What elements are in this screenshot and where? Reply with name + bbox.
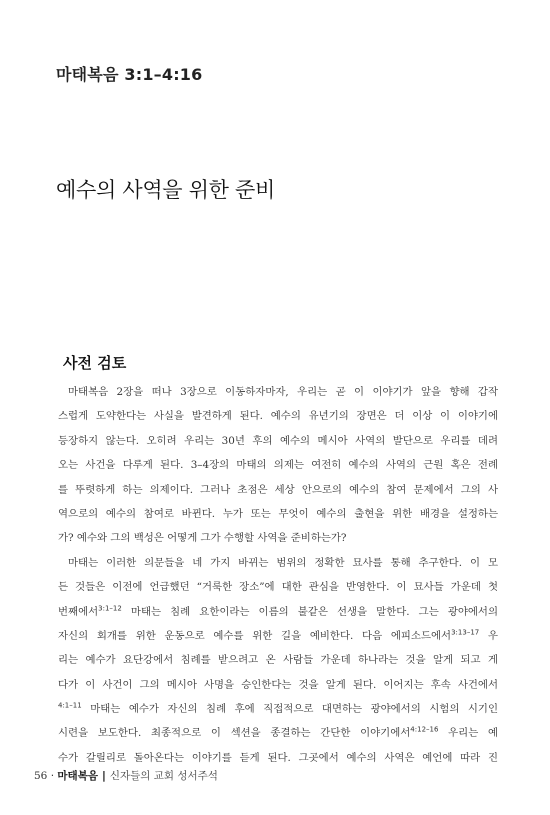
verse-reference: 3:1–12 — [98, 604, 122, 613]
chapter-title: 예수의 사역을 위한 준비 — [56, 178, 275, 202]
text-line: 역으로의 예수의 참여로 바뀐다. 누가 또는 무엇이 예수의 출현을 위한 배경을 설정하는 — [58, 507, 498, 520]
text-line: 번째에서$^{3:1-12}$ 마태는 침례 요한이라는 이름의 불같은 선생을 말한다. 그는 광야에서의 — [58, 604, 498, 618]
footer-dot: · — [50, 770, 55, 782]
footer-series-name: 신자들의 교회 성서주석 — [109, 770, 218, 782]
verse-reference: 3:13–17 — [451, 628, 480, 637]
text-line: 자신의 회개를 위한 운동으로 예수를 위한 길을 예비한다. 다음 에피소드에서$^{3:13-17}$ 우 — [58, 628, 498, 642]
text-line: 등장하지 않는다. 오히려 우리는 30년 후의 예수의 메시아 사역의 발단으로 우리를 데려 — [58, 434, 498, 447]
verse-reference: 4:12–16 — [410, 726, 439, 734]
text-line: 든 것들은 이전에 언급했던 “거룩한 장소”에 대한 관심을 반영한다. 이 묘사들 가운데 첫 — [58, 581, 498, 594]
text-line: 마태복음 2장을 떠나 3장으로 이동하자마자, 우리는 곧 이 이야기가 앞을 향해 갑작 — [68, 386, 498, 398]
page-footer — [34, 768, 218, 783]
footer-book-name: 마태복음 — [57, 770, 98, 782]
page-number: 56 — [34, 770, 48, 782]
text-line: 리는 예수가 요단강에서 침례를 받으려고 온 사람들 가운데 하나라는 것을 알게 되고 게 — [58, 654, 498, 667]
verse-reference: 4:1–11 — [58, 701, 82, 710]
section-heading: 사전 검토 — [63, 354, 127, 372]
text-line: 다가 이 사건이 그의 메시아 사명을 승인한다는 것을 알게 된다. 이어지는 후속 사건에서 — [58, 678, 498, 691]
text-line: 가? 예수와 그의 백성은 어떻게 그가 수행할 사역을 준비하는가? — [58, 532, 347, 545]
text-line: 오는 사건을 다루게 된다. 3–4장의 마태의 의제는 여전히 예수의 사역의 근원 혹은 전례 — [58, 459, 498, 472]
text-line: 를 뚜렷하게 하는 의제이다. 그러나 초점은 세상 안으로의 예수의 참여 문제에서 그의 사 — [58, 483, 498, 496]
body-text — [58, 380, 498, 770]
footer-separator: | — [101, 770, 106, 782]
text-line: 스럽게 도약한다는 사실을 발견하게 된다. 예수의 유년기의 장면은 더 이상 이 이야기에 — [58, 410, 498, 423]
passage-header: 마태복음 3:1–4:16 — [56, 65, 203, 84]
text-line: 수가 갈릴리로 돌아온다는 이야기를 듣게 된다. 그곳에서 예수의 사역은 예언에 따라 진 — [58, 751, 498, 764]
text-line: 시련을 보도한다. 최종적으로 이 섹션을 종결하는 간단한 이야기에서$^{4:12-16}$ 우리는 예 — [58, 726, 498, 740]
text-line: $^{4:1-11}$ 마태는 예수가 자신의 침례 후에 직접적으로 대면하는 광야에서의 시험의 시기인 — [58, 701, 498, 716]
text-line: 마태는 이러한 의문들을 네 가지 바뀌는 범위의 정확한 묘사를 통해 추구한다. 이 모 — [68, 556, 498, 569]
